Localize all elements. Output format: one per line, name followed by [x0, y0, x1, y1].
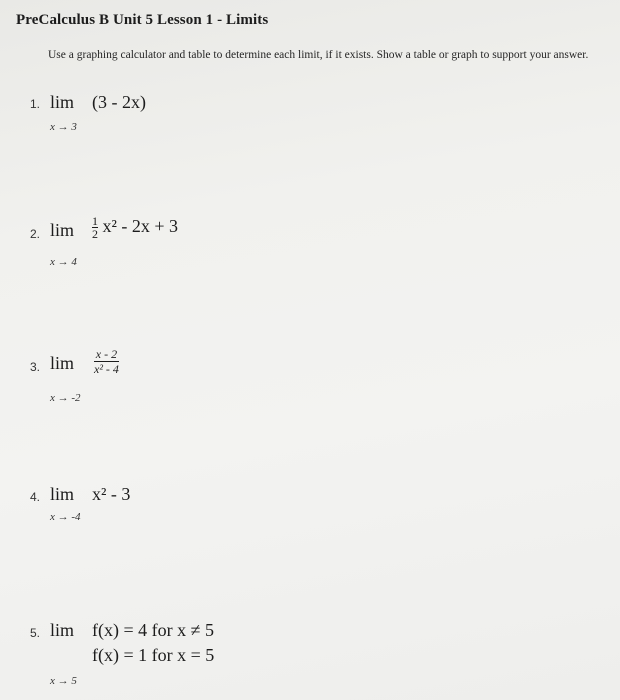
problem-expression: (3 - 2x) — [92, 92, 146, 112]
limit-approach: x → 4 — [50, 256, 77, 268]
problem-number: 2. — [30, 227, 41, 241]
problem-expression — [94, 348, 119, 375]
fraction-denominator: x² - 4 — [94, 362, 119, 376]
lim-label: lim — [50, 92, 75, 112]
limit-approach: x → 3 — [50, 121, 77, 133]
problem-number: 5. — [30, 626, 41, 640]
instructions: Use a graphing calculator and table to determine each limit, if it exists. Show a table or graph to support your answer. — [48, 49, 589, 61]
piecewise-line-2: f(x) = 1 for x = 5 — [92, 645, 215, 665]
problem-number: 3. — [30, 360, 41, 374]
limit-approach: x → -4 — [50, 511, 81, 523]
lim-label: lim — [50, 220, 75, 240]
problem-expression — [92, 214, 179, 242]
problem-number: 4. — [30, 490, 41, 504]
lim-label: lim — [50, 620, 75, 640]
problem-expression: x² - 3 — [92, 484, 131, 504]
fraction-denominator: 2 — [92, 227, 98, 242]
rational-fraction — [94, 348, 119, 375]
lim-label: lim — [50, 484, 75, 504]
page-title: PreCalculus B Unit 5 Lesson 1 - Limits — [16, 12, 269, 28]
piecewise-line-1: f(x) = 4 for x ≠ 5 — [92, 620, 215, 640]
fraction-half — [92, 214, 98, 242]
fraction-numerator: 1 — [92, 214, 98, 229]
expression-rest: x² - 2x + 3 — [102, 216, 179, 236]
fraction-numerator: x - 2 — [95, 347, 118, 361]
problem-number: 1. — [30, 97, 41, 111]
lim-label: lim — [50, 353, 75, 373]
limit-approach: x → -2 — [50, 392, 81, 404]
limit-approach: x → 5 — [50, 675, 77, 687]
